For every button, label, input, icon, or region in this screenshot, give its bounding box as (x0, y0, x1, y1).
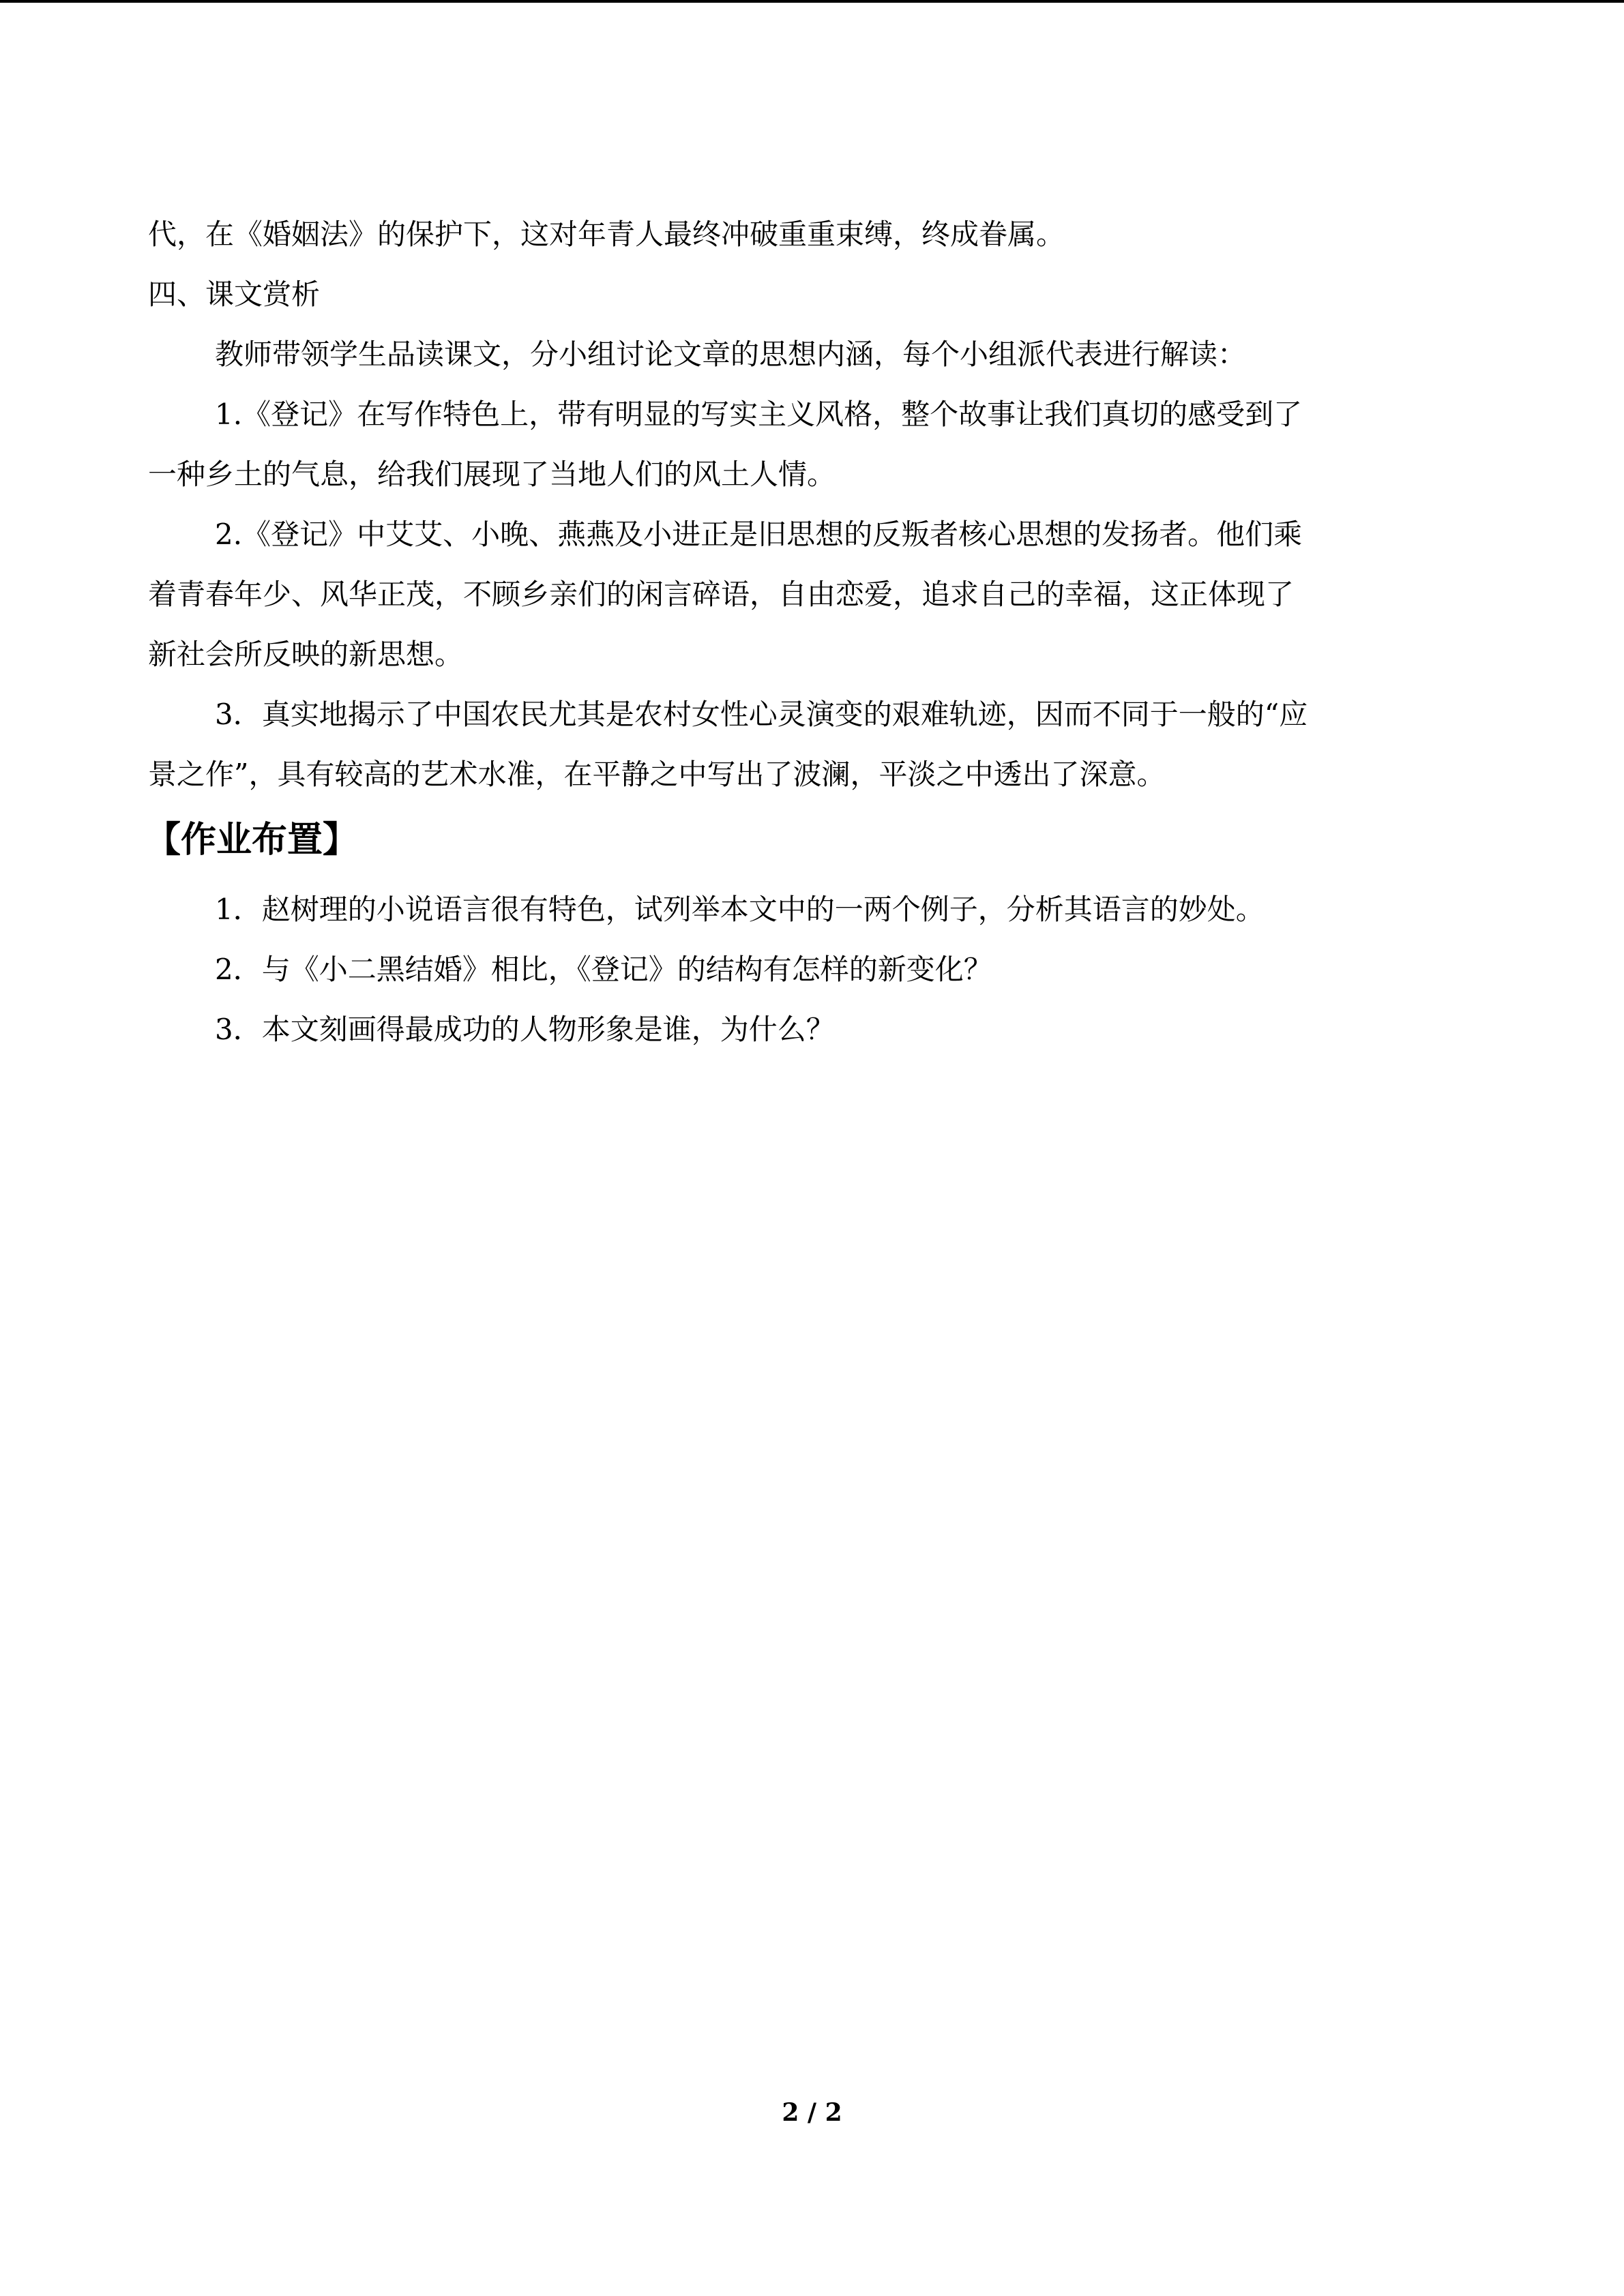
paragraph-line: 一种乡土的气息，给我们展现了当地人们的风土人情。 (148, 458, 836, 491)
paragraph-line: 教师带领学生品读课文，分小组讨论文章的思想内涵，每个小组派代表进行解读： (215, 338, 1247, 371)
paragraph-line: 新社会所反映的新思想。 (148, 638, 464, 671)
paragraph-line: 景之作”，具有较高的艺术水准，在平静之中写出了波澜，平淡之中透出了深意。 (148, 758, 1166, 791)
paragraph-line: 2.《登记》中艾艾、小晚、燕燕及小进正是旧思想的反叛者核心思想的发扬者。他们乘 (215, 518, 1303, 551)
paragraph-line: 3．真实地揭示了中国农民尤其是农村女性心灵演变的艰难轨迹，因而不同于一般的“应 (215, 698, 1308, 731)
paragraph-line: 1.《登记》在写作特色上，带有明显的写实主义风格，整个故事让我们真切的感受到了 (215, 398, 1303, 431)
homework-item: 1．赵树理的小说语言很有特色，试列举本文中的一两个例子，分析其语言的妙处。 (215, 893, 1265, 926)
homework-item: 2．与《小二黑结婚》相比，《登记》的结构有怎样的新变化？ (215, 953, 992, 986)
homework-heading: 【作业布置】 (145, 820, 359, 861)
paragraph-line: 代，在《婚姻法》的保护下，这对年青人最终冲破重重束缚，终成眷属。 (148, 218, 1065, 251)
document-body (145, 205, 1478, 1060)
page-number: 2 / 2 (782, 2098, 842, 2127)
paragraph-line: 着青春年少、风华正茂，不顾乡亲们的闲言碎语，自由恋爱，追求自己的幸福，这正体现了 (148, 578, 1295, 611)
homework-item: 3．本文刻画得最成功的人物形象是谁，为什么？ (215, 1013, 835, 1046)
page-top-border (0, 0, 1624, 3)
section-heading-text-appreciation: 四、课文赏析 (148, 278, 321, 311)
